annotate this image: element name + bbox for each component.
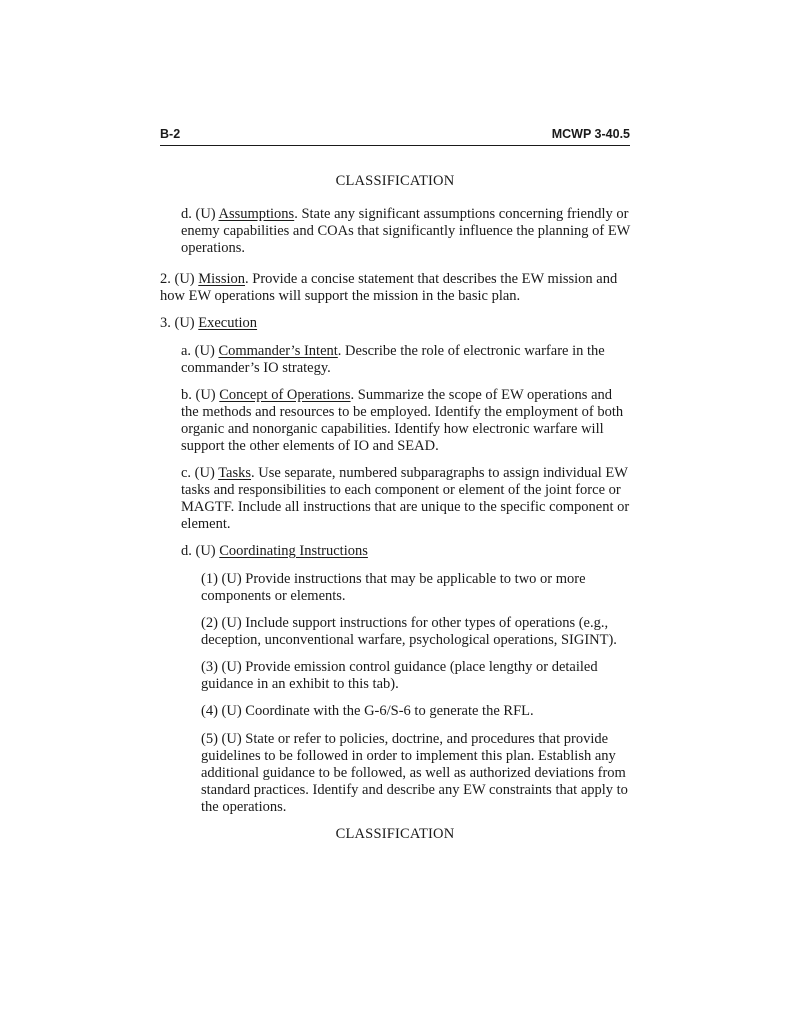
paragraph-execution <box>160 315 632 332</box>
paragraph-assumptions <box>181 206 631 257</box>
subparagraph-5: (5) (U) State or refer to policies, doctrine, and procedures that provide guidelines to be followed in order to implement this plan. Establish any additional guidance to be followed, as well as authorized deviations from standard practices. Identify and describe any EW constraints that apply to the operations. <box>201 731 628 815</box>
page-number: B-2 <box>160 127 181 141</box>
paragraph-commanders-intent <box>181 343 631 377</box>
paragraph-heading: Tasks <box>218 465 252 481</box>
subparagraph-3: (3) (U) Provide emission control guidance (place lengthy or detailed guidance in an exhibit to this tab). <box>201 659 598 692</box>
paragraph-text: . Summarize the scope of EW operations and the methods and resources to be employed. Identify the employment of both organic and nonorganic capabilities. Identify how electronic warfare will support the other elements of IO and SEAD. <box>181 387 624 454</box>
page-header <box>160 125 630 146</box>
paragraph-lead: 3. (U) <box>160 315 199 331</box>
paragraph-lead: c. (U) <box>181 465 219 481</box>
paragraph-lead: b. (U) <box>181 387 220 403</box>
paragraph-heading: Coordinating Instructions <box>219 543 368 559</box>
subparagraph-4: (4) (U) Coordinate with the G-6/S-6 to generate the RFL. <box>201 703 534 719</box>
paragraph-mission <box>160 271 632 305</box>
paragraph-lead: d. (U) <box>181 206 219 222</box>
publication-id: MCWP 3-40.5 <box>551 127 630 141</box>
paragraph-lead: a. (U) <box>181 343 219 359</box>
paragraph-text: . State any significant assumptions concerning friendly or enemy capabilities and COAs that significantly influence the planning of EW operations. <box>181 206 631 256</box>
paragraph-coordinating-instructions <box>181 543 631 560</box>
paragraph-heading: Execution <box>198 315 258 331</box>
classification-bottom: CLASSIFICATION <box>335 826 455 842</box>
subparagraph-2: (2) (U) Include support instructions for other types of operations (e.g., deception, unconventional warfare, psychological operations, SIGINT). <box>201 615 617 648</box>
paragraph-text: . Provide a concise statement that describes the EW mission and how EW operations will support the mission in the basic plan. <box>160 271 618 304</box>
subparagraph-1: (1) (U) Provide instructions that may be applicable to two or more components or elements. <box>201 571 586 604</box>
paragraph-lead: 2. (U) <box>160 271 199 287</box>
paragraph-tasks <box>181 465 631 533</box>
paragraph-text: . Use separate, numbered subparagraphs to assign individual EW tasks and responsibilities to each component or element of the joint force or MAGTF. Include all instructions that are unique to the specific component or element. <box>181 465 630 532</box>
paragraph-text: . Describe the role of electronic warfare in the commander’s IO strategy. <box>181 343 605 376</box>
paragraph-heading: Concept of Operations <box>219 387 351 403</box>
paragraph-lead: d. (U) <box>181 543 220 559</box>
paragraph-concept-of-operations <box>181 387 631 455</box>
classification-top: CLASSIFICATION <box>335 173 455 189</box>
paragraph-heading: Mission <box>198 271 246 287</box>
paragraph-heading: Assumptions <box>218 206 295 222</box>
paragraph-heading: Commander’s Intent <box>218 343 338 359</box>
